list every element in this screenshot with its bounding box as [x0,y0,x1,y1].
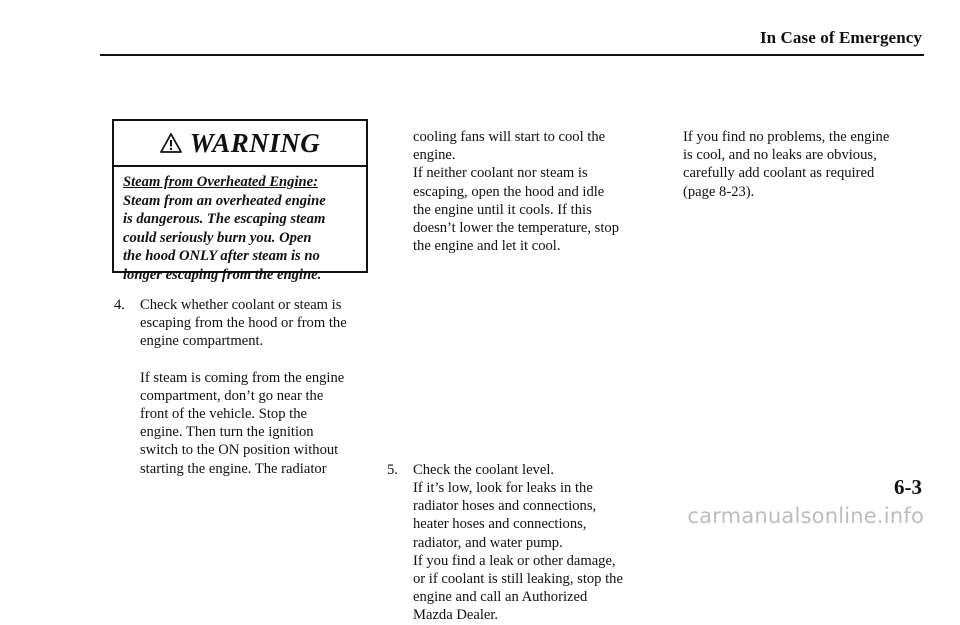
warning-subheading: Steam from Overheated Engine: [123,174,318,190]
watermark: carmanualsonline.info [687,504,924,528]
step-5 [387,461,683,625]
step-4-paragraph-2: If steam is coming from the engine compartment, don’t go near the front of the vehicle. Stop the engine. Then turn the ignition switch to the ON position without starting the engine. The radiator [140,369,345,477]
step-5-paragraph-1: Check the coolant level. If it’s low, look for leaks in the radiator hoses and connections, heater hoses and connections, radiator, and water pump. If you find a leak or other damage, or if coolant is still leaking, stop the engine and call an Authorized Mazda Dealer. [413,461,623,624]
page-header-title: In Case of Emergency [759,28,922,47]
right-column-text [683,128,933,201]
warning-box [112,119,368,283]
warning-title: WARNING [189,127,321,158]
step-4-paragraph-1: Check whether coolant or steam is escaping from the hood or from the engine compartment. [140,297,347,350]
step-number: 5. [387,461,398,478]
step-4-continuation [413,128,653,255]
warning-heading [114,121,366,167]
header-rule [100,54,924,56]
step-4 [114,296,410,478]
warning-text: Steam from an overheated engine is dangerous. The escaping steam could seriously burn you. Open the hood ONLY after steam is no longer escaping from the engine. [123,192,326,283]
continuation-text: cooling fans will start to cool the engine. If neither coolant nor steam is escaping, open the hood and idle the engine until it cools. If this doesn’t lower the temperature, stop the engine and let it cool. [413,129,620,255]
warning-triangle-icon [160,132,182,154]
right-column-paragraph: If you find no problems, the engine is cool, and no leaks are obvious, carefully add coolant as required (page 8-23). [683,129,890,200]
warning-body [114,167,366,284]
page-number: 6-3 [894,475,922,499]
step-number: 4. [114,297,125,313]
